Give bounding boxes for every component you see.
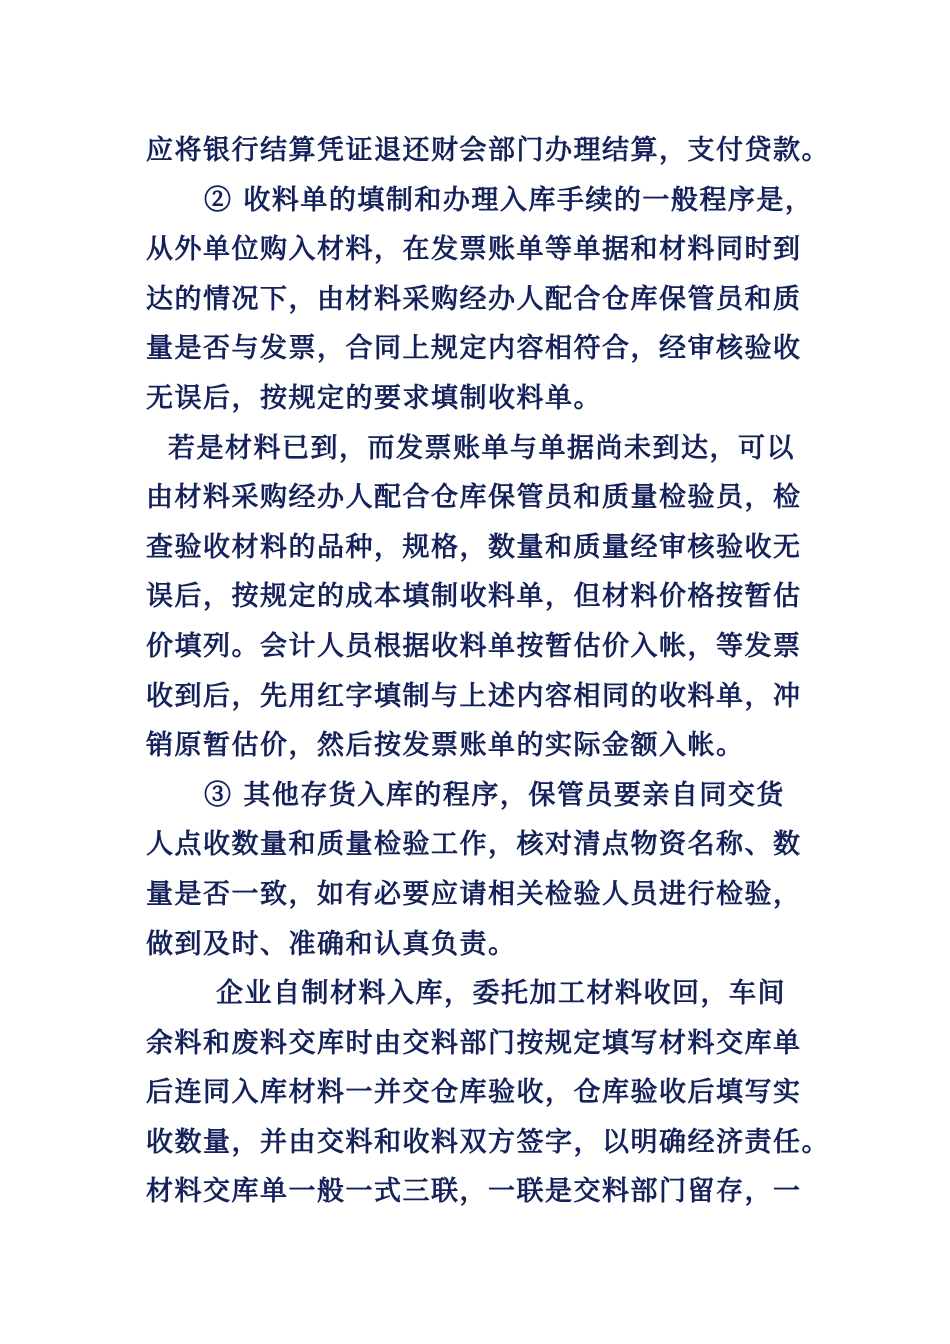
text-line: 量是否一致，如有必要应请相关检验人员进行检验， [146, 878, 802, 910]
text-line: 从外单位购入材料，在发票账单等单据和材料同时到 [146, 234, 802, 266]
text-line: ② 收料单的填制和办理入库手续的一般程序是， [204, 184, 814, 216]
text-line: 无误后，按规定的要求填制收料单。 [146, 382, 602, 414]
text-line: 由材料采购经办人配合仓库保管员和质量检验员，检 [146, 482, 802, 514]
text-line: 收到后，先用红字填制与上述内容相同的收料单，冲 [146, 680, 802, 712]
text-line: 价填列。会计人员根据收料单按暂估价入帐，等发票 [146, 630, 802, 662]
text-line: 做到及时、准确和认真负责。 [146, 928, 517, 960]
text-line: 收数量，并由交料和收料双方签字，以明确经济责任。 [146, 1126, 830, 1158]
text-line: 量是否与发票，合同上规定内容相符合，经审核验收 [146, 333, 802, 365]
text-line: 应将银行结算凭证退还财会部门办理结算，支付贷款。 [146, 135, 830, 166]
text-line: 误后，按规定的成本填制收料单，但材料价格按暂估 [146, 581, 802, 613]
text-line: 人点收数量和质量检验工作，核对清点物资名称、数 [146, 829, 802, 861]
text-line: 达的情况下，由材料采购经办人配合仓库保管员和质 [146, 283, 802, 315]
text-line: 材料交库单一般一式三联，一联是交料部门留存，一 [146, 1176, 802, 1208]
body-text [146, 126, 836, 1217]
text-line: 企业自制材料入库，委托加工材料收回，车间 [216, 978, 786, 1010]
text-line: 若是材料已到，而发票账单与单据尚未到达，可以 [168, 432, 795, 464]
text-line: ③ 其他存货入库的程序，保管员要亲自同交货 [204, 779, 785, 811]
text-line: 后连同入库材料一并交仓库验收，仓库验收后填写实 [146, 1077, 802, 1109]
text-line: 余料和废料交库时由交料部门按规定填写材料交库单 [146, 1027, 802, 1059]
text-line: 销原暂估价，然后按发票账单的实际金额入帐。 [146, 730, 745, 762]
text-line: 查验收材料的品种，规格，数量和质量经审核验收无 [146, 531, 802, 563]
